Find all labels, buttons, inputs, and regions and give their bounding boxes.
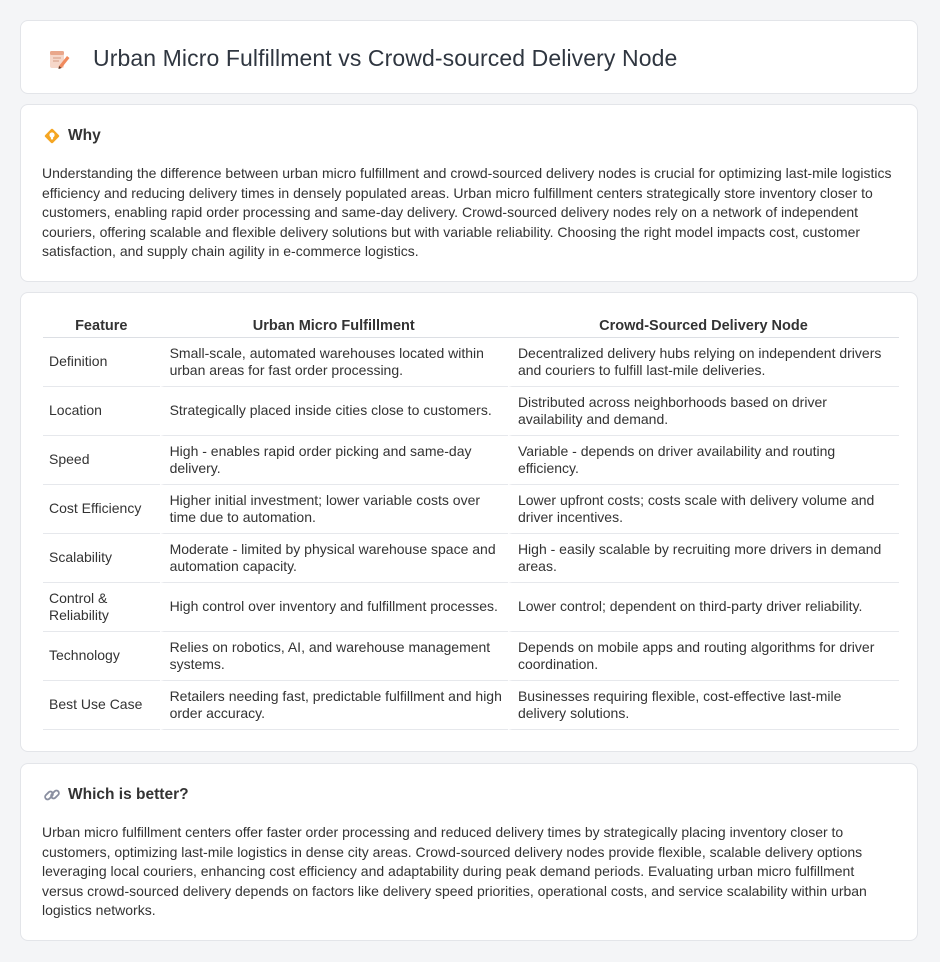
header-crowd-sourced-delivery-node: Crowd-Sourced Delivery Node [508,313,899,338]
better-header [43,786,189,804]
urban-cell: Small-scale, automated warehouses located within urban areas for fast order processing. [160,338,508,387]
urban-cell: Relies on robotics, AI, and warehouse management systems. [160,632,508,681]
table-row [43,632,899,681]
page-title: Urban Micro Fulfillment vs Crowd-sourced Delivery Node [93,45,678,71]
feature-cell: Speed [43,436,160,485]
table-header-row [43,313,899,338]
title-card [20,20,918,94]
header-feature: Feature [43,313,160,338]
feature-cell: Definition [43,338,160,387]
why-header [43,127,101,145]
feature-cell: Best Use Case [43,681,160,730]
why-text: Understanding the difference between urban micro fulfillment and crowd-sourced delivery nodes is crucial for optimizing last-mile logistics efficiency and reducing delivery times in densely populated areas. Urban micro fulfillment centers strategically store inventory closer to customers, enabling rapid order processing and same-day delivery. Crowd-sourced delivery nodes rely on a network of independent couriers, offering scalable and flexible delivery solutions but with variable reliability. Choosing the right model impacts cost, customer satisfaction, and supply chain agility in e-commerce logistics. [42,165,892,260]
why-heading: Why [68,127,101,144]
urban-cell: High control over inventory and fulfillment processes. [160,583,508,632]
crowd-cell: High - easily scalable by recruiting more drivers in demand areas. [508,534,899,583]
table-row [43,387,899,436]
link-icon [43,786,61,804]
table-row [43,583,899,632]
urban-cell: Retailers needing fast, predictable fulfillment and high order accuracy. [160,681,508,730]
urban-cell: High - enables rapid order picking and same-day delivery. [160,436,508,485]
crowd-cell: Decentralized delivery hubs relying on independent drivers and couriers to fulfill last-mile deliveries. [508,338,899,387]
crowd-cell: Lower upfront costs; costs scale with delivery volume and driver incentives. [508,485,899,534]
bulb-sign-icon [43,127,61,145]
crowd-cell: Lower control; dependent on third-party driver reliability. [508,583,899,632]
feature-cell: Cost Efficiency [43,485,160,534]
feature-cell: Scalability [43,534,160,583]
table-row [43,534,899,583]
better-heading: Which is better? [68,786,189,803]
title-row [47,45,677,72]
comparison-section [20,292,918,752]
notepad-pencil-icon [47,47,71,71]
better-text: Urban micro fulfillment centers offer faster order processing and reduced delivery times by strategically placing inventory closer to customers, optimizing last-mile logistics in dense city areas. Crowd-sourced delivery nodes provide flexible, scalable delivery options leveraging local couriers, enhancing cost efficiency and adaptability during peak demand periods. Evaluating urban micro fulfillment versus crowd-sourced delivery depends on factors like delivery speed priorities, operational costs, and service scalability within urban logistics networks. [42,824,867,919]
crowd-cell: Businesses requiring flexible, cost-effective last-mile delivery solutions. [508,681,899,730]
table-row [43,485,899,534]
feature-cell: Location [43,387,160,436]
table-row [43,338,899,387]
feature-cell: Technology [43,632,160,681]
crowd-cell: Distributed across neighborhoods based on driver availability and demand. [508,387,899,436]
crowd-cell: Variable - depends on driver availability and routing efficiency. [508,436,899,485]
comparison-table [43,313,899,730]
urban-cell: Strategically placed inside cities close to customers. [160,387,508,436]
crowd-cell: Depends on mobile apps and routing algorithms for driver coordination. [508,632,899,681]
urban-cell: Moderate - limited by physical warehouse space and automation capacity. [160,534,508,583]
which-is-better-section [20,763,918,941]
table-row [43,681,899,730]
feature-cell: Control & Reliability [43,583,160,632]
header-urban-micro-fulfillment: Urban Micro Fulfillment [160,313,508,338]
urban-cell: Higher initial investment; lower variable costs over time due to automation. [160,485,508,534]
why-section [20,104,918,282]
table-row [43,436,899,485]
